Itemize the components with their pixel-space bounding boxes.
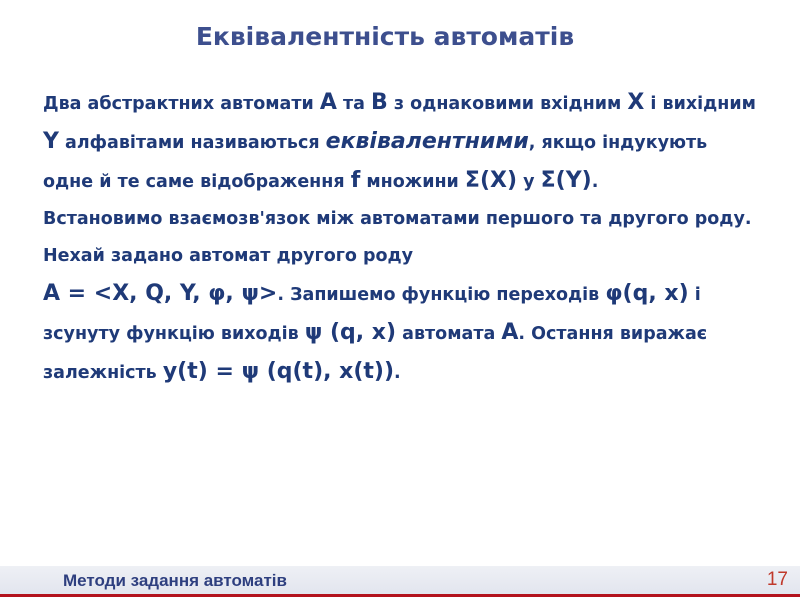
text: та bbox=[336, 94, 372, 114]
term-equivalent: еквівалентними bbox=[325, 129, 529, 154]
relationship-paragraph bbox=[43, 201, 763, 392]
automaton-b: B bbox=[371, 90, 388, 115]
text: . Остання виражає залежність bbox=[43, 324, 708, 383]
automaton-a: A bbox=[319, 90, 337, 115]
output-equation: y(t) = ψ (q(t), x(t)) bbox=[162, 359, 395, 384]
slide-title: Еквівалентність автоматів bbox=[195, 22, 575, 51]
text: . bbox=[591, 172, 599, 192]
automaton-tuple: A = <X, Q, Y, φ, ψ> bbox=[43, 281, 278, 306]
text: Два абстрактних автомати bbox=[43, 94, 320, 114]
page-number: 17 bbox=[766, 569, 788, 590]
slide-body bbox=[43, 84, 763, 392]
mapping-f: f bbox=[350, 168, 361, 193]
output-function: ψ (q, x) bbox=[304, 320, 397, 345]
text: . Запишемо функцію переходів bbox=[277, 285, 606, 305]
text: , якщо індукують одне й те саме відображення bbox=[43, 133, 708, 192]
text: і зсунуту функцію виходів bbox=[43, 285, 701, 344]
text: . bbox=[394, 363, 401, 383]
automaton-a: A bbox=[501, 320, 519, 345]
text: з однаковими вхідним bbox=[387, 94, 628, 114]
footer-label: Методи задання автоматів bbox=[63, 571, 287, 590]
footer-divider bbox=[0, 594, 800, 597]
text: автомата bbox=[396, 324, 502, 344]
transition-function: φ(q, x) bbox=[605, 281, 689, 306]
text: і вихідним bbox=[644, 94, 756, 114]
sigma-x: Σ(X) bbox=[464, 168, 518, 193]
text: алфавітами називаються bbox=[58, 133, 326, 153]
sigma-y: Σ(Y) bbox=[540, 168, 592, 193]
output-alphabet: Y bbox=[43, 129, 59, 154]
text: Встановимо взаємозв'язок між автоматами першого та другого роду. Нехай задано автомат другого роду bbox=[43, 209, 752, 266]
text: множини bbox=[360, 172, 465, 192]
input-alphabet: X bbox=[627, 90, 645, 115]
text: у bbox=[517, 172, 541, 192]
definition-paragraph bbox=[43, 84, 763, 201]
